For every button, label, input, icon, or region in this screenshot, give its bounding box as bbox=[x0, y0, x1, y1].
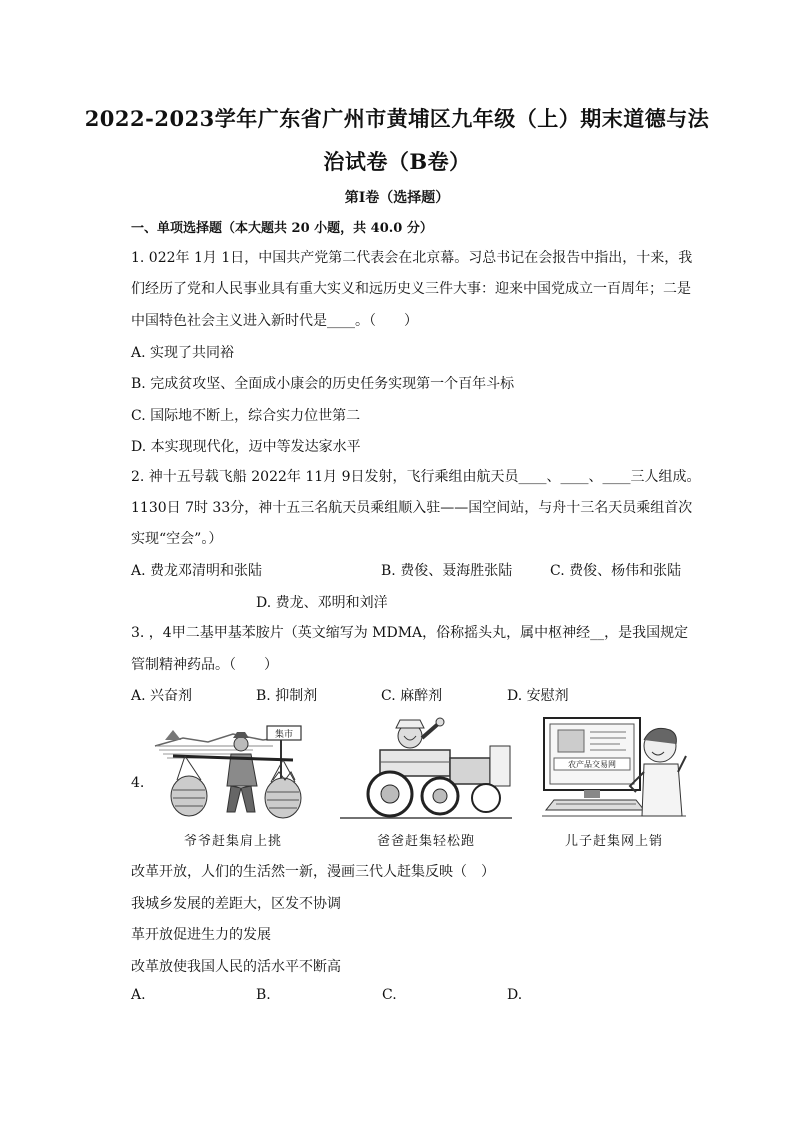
q3-option-b[interactable]: B. 抑制剂 bbox=[256, 688, 318, 704]
part-heading: 第Ⅰ卷（选择题） bbox=[344, 190, 450, 206]
q4-option-d[interactable]: D. bbox=[507, 987, 523, 1003]
q2-option-d[interactable]: D. 费龙、邓明和刘洋 bbox=[256, 595, 388, 611]
q3-option-a[interactable]: A. 兴奋剂 bbox=[131, 688, 193, 704]
q4-statement: 革开放促进生力的发展 bbox=[131, 927, 271, 943]
cartoon-panel-son bbox=[540, 716, 688, 824]
q1-stem-line: 们经历了党和人民事业具有重大实义和远历史义三件大事：迎来中国党成立一百周年；二是 bbox=[131, 281, 691, 297]
q4-option-c[interactable]: C. bbox=[382, 987, 397, 1003]
q2-option-b[interactable]: B. 费俊、聂海胜张陆 bbox=[381, 563, 513, 579]
q1-option-c[interactable]: C. 国际地不断上，综合实力位世第二 bbox=[131, 408, 361, 424]
q3-option-d[interactable]: D. 安慰剂 bbox=[507, 688, 569, 704]
caption-son: 儿子赶集网上销 bbox=[564, 834, 663, 849]
grandfather-carrying-illustration bbox=[153, 716, 313, 824]
q2-stem-line: 1130日 7时 33分，神十五三名航天员乘组顺入驻——国空间站，与舟十三名天员乘组首次 bbox=[131, 500, 693, 516]
q2-stem-line: 实现“空会”。） bbox=[131, 531, 223, 547]
q1-stem-line: 中国特色社会主义进入新时代是____。（ ） bbox=[131, 313, 418, 329]
q2-option-c[interactable]: C. 费俊、杨伟和张陆 bbox=[550, 563, 682, 579]
q4-option-b[interactable]: B. bbox=[256, 987, 271, 1003]
q3-stem-line: 3. ，4甲二基甲基苯胺片（英文缩写为 MDMA，俗称摇头丸，属中枢神经__，是我国规定 bbox=[131, 625, 689, 641]
trade-website-text: 农产品交易网 bbox=[568, 760, 616, 769]
q4-statement: 我城乡发展的差距大，区发不协调 bbox=[131, 896, 341, 912]
q2-option-a[interactable]: A. 费龙邓清明和张陆 bbox=[131, 563, 263, 579]
exam-title-line-1: 2022-2023学年广东省广州市黄埔区九年级（上）期末道德与法 bbox=[84, 106, 710, 131]
q1-option-b[interactable]: B. 完成贫攻坚、全面成小康会的历史任务实现第一个百年斗标 bbox=[131, 376, 515, 392]
exam-title-line-2: 治试卷（B卷） bbox=[323, 149, 471, 174]
q3-stem-line: 管制精神药品。（ ） bbox=[131, 657, 278, 673]
section-heading: 一、单项选择题（本大题共 20 小题，共 40.0 分） bbox=[131, 221, 433, 236]
cartoon-panel-father bbox=[340, 716, 512, 824]
q4-statement: 改革放使我国人民的活水平不断高 bbox=[131, 959, 341, 975]
q3-option-c[interactable]: C. 麻醉剂 bbox=[381, 688, 443, 704]
caption-father: 爸爸赶集轻松跑 bbox=[376, 834, 475, 849]
father-tractor-illustration bbox=[340, 716, 512, 824]
cartoon-panel-grandfather bbox=[153, 716, 313, 824]
q4-stem-line: 改革开放，人们的生活然一新，漫画三代人赶集反映（ ） bbox=[131, 864, 495, 880]
market-sign-text: 集市 bbox=[274, 730, 294, 740]
q1-stem-line: 1. 022年 1月 1日，中国共产党第二代表会在北京幕。习总书记在会报告中指出，十来，我 bbox=[131, 250, 693, 266]
q1-option-d[interactable]: D. 本实现现代化，迈中等发达家水平 bbox=[131, 439, 361, 455]
caption-grandfather: 爷爷赶集肩上挑 bbox=[183, 834, 282, 849]
q4-option-a[interactable]: A. bbox=[131, 987, 146, 1003]
q2-stem-line: 2. 神十五号载飞船 2022年 11月 9日发射，飞行乘组由航天员____、____、____三人组成。 bbox=[131, 469, 701, 485]
son-computer-illustration bbox=[540, 716, 688, 824]
q4-number: 4. bbox=[131, 775, 145, 791]
q1-option-a[interactable]: A. 实现了共同裕 bbox=[131, 345, 235, 361]
